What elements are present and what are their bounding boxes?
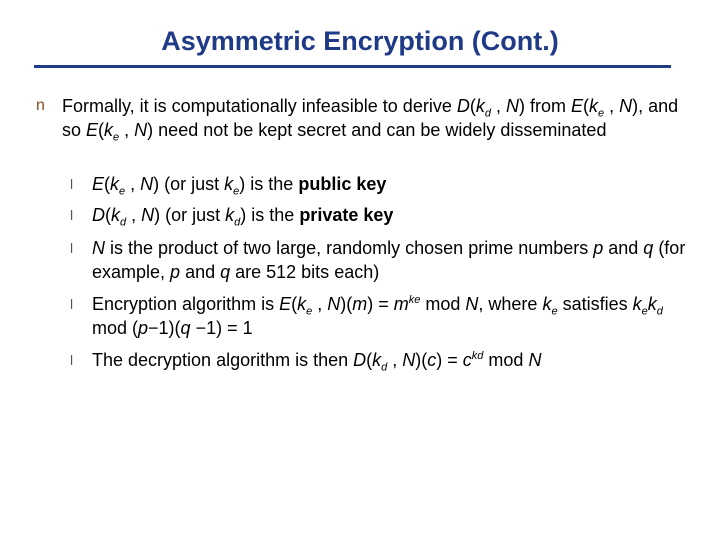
sub-bullet-icon: l — [70, 176, 74, 192]
main-bullet-icon: n — [36, 97, 45, 114]
title-underline — [34, 65, 671, 68]
sub-bullet-icon: l — [70, 296, 74, 312]
list-item-encryption-algorithm: Encryption algorithm is $E(k_e$ , $N)(m) = m^{ke}$ mod N, where $k_e$ satisfies $k_ek_d$ mod (p−1)(q −1) = 1 — [92, 294, 663, 338]
slide-title: Asymmetric Encryption (Cont.) — [161, 26, 559, 56]
list-item-decryption-algorithm: The decryption algorithm is then $D(k_d$ , $N)(c) = c^{kd}$ mod N — [92, 350, 542, 374]
sub-bullet-icon: l — [70, 352, 74, 368]
main-paragraph: Formally, it is computationally infeasible to derive $D(k_d$ , N) from $E(k_e$ , N), and so $E(k_e$ , N) need not be kept secret and can be widely disseminated — [62, 96, 679, 144]
sub-bullet-icon: l — [70, 207, 74, 223]
sub-bullet-icon: l — [70, 240, 74, 256]
list-item-product-of-primes: N is the product of two large, randomly chosen prime numbers p and q (for example, p and q are 512 bits each) — [92, 238, 686, 282]
list-item-private-key: $D(k_d$ , N) (or just $k_d$) is the private key — [92, 205, 394, 229]
list-item-public-key: $E(k_e$ , N) (or just $k_e$) is the public key — [92, 174, 387, 198]
